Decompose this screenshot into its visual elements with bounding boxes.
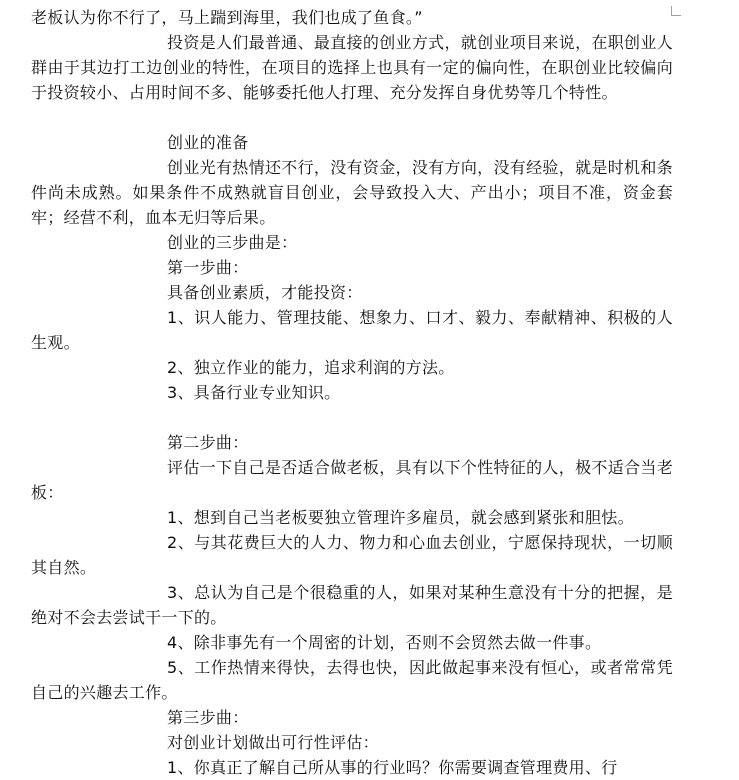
paragraph: 2、与其花费巨大的人力、物力和心血去创业，宁愿保持现状，一切顺其自然。 <box>31 533 673 577</box>
paragraph: 5、工作热情来得快，去得也快，因此做起事来没有恒心，或者常常凭自己的兴趣去工作。 <box>31 658 673 702</box>
document-body <box>31 5 673 780</box>
paragraph: 老板认为你不行了，马上踹到海里，我们也成了鱼食。” <box>31 8 423 27</box>
paragraph: 创业的三步曲是： <box>167 233 298 252</box>
paragraph: 第一步曲： <box>167 258 249 277</box>
blank-line <box>31 405 673 430</box>
paragraph: 1、想到自己当老板要独立管理许多雇员，就会感到紧张和胆怯。 <box>167 508 634 527</box>
paragraph: 4、除非事先有一个周密的计划，否则不会贸然去做一件事。 <box>167 633 602 652</box>
paragraph: 创业的准备 <box>167 133 249 152</box>
paragraph: 创业光有热情还不行，没有资金，没有方向，没有经验，就是时机和条件尚未成熟。如果条件不成熟就盲目创业，会导致投入大、产出小；项目不准，资金套牢；经营不利，血本无归等后果。 <box>31 158 673 227</box>
paragraph: 评估一下自己是否适合做老板，具有以下个性特征的人，极不适合当老板： <box>31 458 673 502</box>
paragraph: 3、具备行业专业知识。 <box>167 383 341 402</box>
blank-line <box>31 105 673 130</box>
paragraph: 3、总认为自己是个很稳重的人，如果对某种生意没有十分的把握，是绝对不会去尝试干一下的。 <box>31 583 673 627</box>
paragraph: 1、识人能力、管理技能、想象力、口才、毅力、奉献精神、积极的人生观。 <box>31 308 673 352</box>
paragraph: 1、你真正了解自己所从事的行业吗？你需要调查管理费用、行 <box>167 758 618 777</box>
paragraph: 具备创业素质，才能投资： <box>167 283 363 302</box>
paragraph: 2、独立作业的能力，追求利润的方法。 <box>167 358 455 377</box>
paragraph: 对创业计划做出可行性评估： <box>167 733 379 752</box>
paragraph: 第二步曲： <box>167 433 249 452</box>
paragraph: 第三步曲： <box>167 708 249 727</box>
paragraph: 投资是人们最普通、最直接的创业方式，就创业项目来说，在职创业人群由于其边打工边创业的特性，在项目的选择上也具有一定的偏向性，在职创业比较偏向于投资较小、占用时间不多、能够委托他人打理、充分发挥自身优势等几个特性。 <box>31 33 673 102</box>
